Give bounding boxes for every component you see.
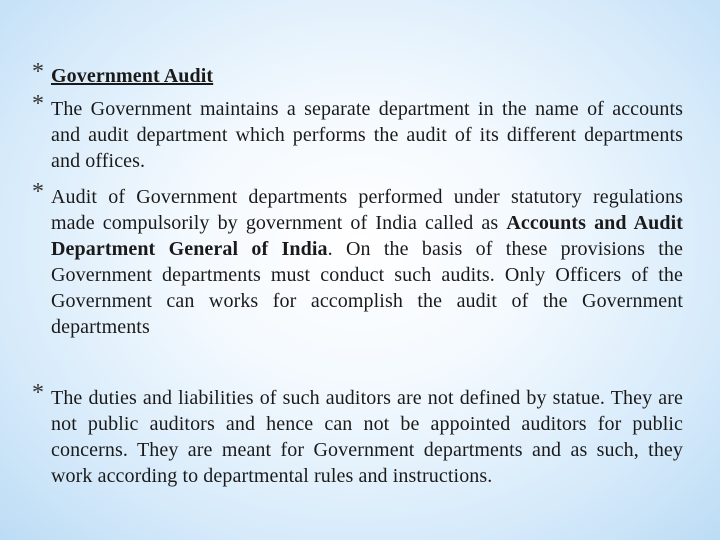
bullet-star: *: [32, 179, 44, 205]
bullet-star: *: [32, 380, 44, 406]
bullet-item-1: [32, 91, 683, 174]
slide-heading: Government Audit: [51, 65, 214, 87]
bullet-item-2: [32, 179, 683, 340]
bullet-text-2-part1: Audit of Government departments performed under statutory regulations made compulsorily by government of India called as: [51, 186, 683, 234]
bullet-text-2-bold: Accounts and Audit Department General of India: [51, 212, 683, 260]
bullet-item-3: [32, 380, 683, 489]
bullet-star: *: [32, 59, 44, 85]
bullet-star: *: [32, 91, 44, 117]
heading-item: [32, 59, 683, 88]
bullet-text-2-part2: . On the basis of these provisions the Government departments must conduct such audits. Only Officers of the Government can works for accomplish the audit of the Government departments: [51, 238, 683, 338]
bullet-text-1: The Government maintains a separate department in the name of accounts and audit department which performs the audit of its different departments and offices.: [51, 98, 683, 172]
bullet-text-2: [51, 184, 683, 340]
bullet-text-3: The duties and liabilities of such auditors are not defined by statue. They are not public auditors and hence can not be appointed auditors for public concerns. They are meant for Government departments and as such, they work according to departmental rules and instructions.: [51, 387, 683, 487]
